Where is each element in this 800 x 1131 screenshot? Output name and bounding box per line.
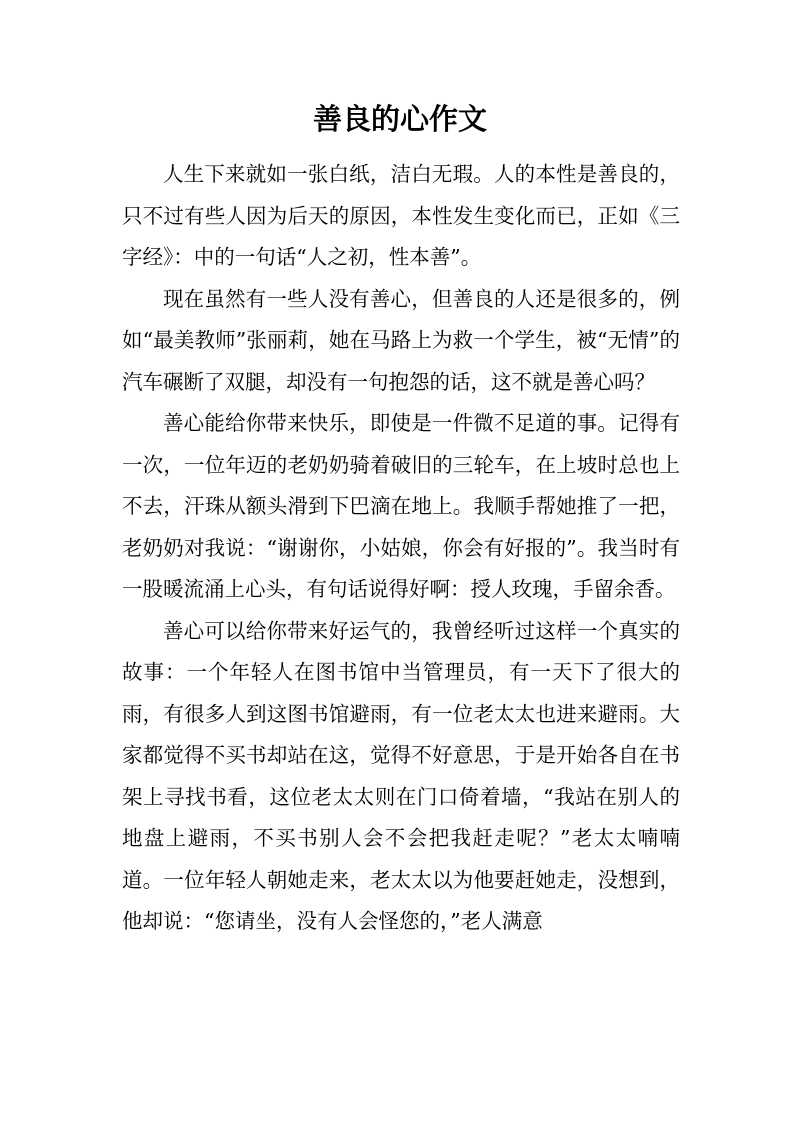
paragraph-3: 善心能给你带来快乐，即使是一件微不足道的事。记得有一次，一位年迈的老奶奶骑着破旧的三轮车，在上坡时总也上不去，汗珠从额头滑到下巴滴在地上。我顺手帮她推了一把，老奶奶对我说：“谢谢你，小姑娘，你会有好报的”。我当时有一股暖流涌上心头，有句话说得好啊：授人玫瑰，手留余香。 — [122, 411, 680, 601]
paragraph-4: 善心可以给你带来好运气的，我曾经听过这样一个真实的故事：一个年轻人在图书馆中当管理员，有一天下了很大的雨，有很多人到这图书馆避雨，有一位老太太也进来避雨。大家都觉得不买书却站在这，觉得不好意思，于是开始各自在书架上寻找书看，这位老太太则在门口倚着墙，“我站在别人的地盘上避雨，不买书别人会不会把我赶走呢？”老太太喃喃道。一位年轻人朝她走来，老太太以为他要赶她走，没想到，他却说：“您请坐，没有人会怪您的，”老人满意 — [122, 618, 680, 933]
paragraph-1: 人生下来就如一张白纸，洁白无瑕。人的本性是善良的，只不过有些人因为后天的原因，本性发生变化而已，正如《三字经》：中的一句话“人之初，性本善”。 — [122, 162, 680, 269]
document-title: 善良的心作文 — [312, 102, 487, 136]
paragraph-2: 现在虽然有一些人没有善心，但善良的人还是很多的，例如“最美教师”张丽莉，她在马路上为救一个学生，被“无情”的汽车碾断了双腿，却没有一句抱怨的话，这不就是善心吗？ — [122, 286, 680, 394]
document-body — [122, 154, 680, 943]
